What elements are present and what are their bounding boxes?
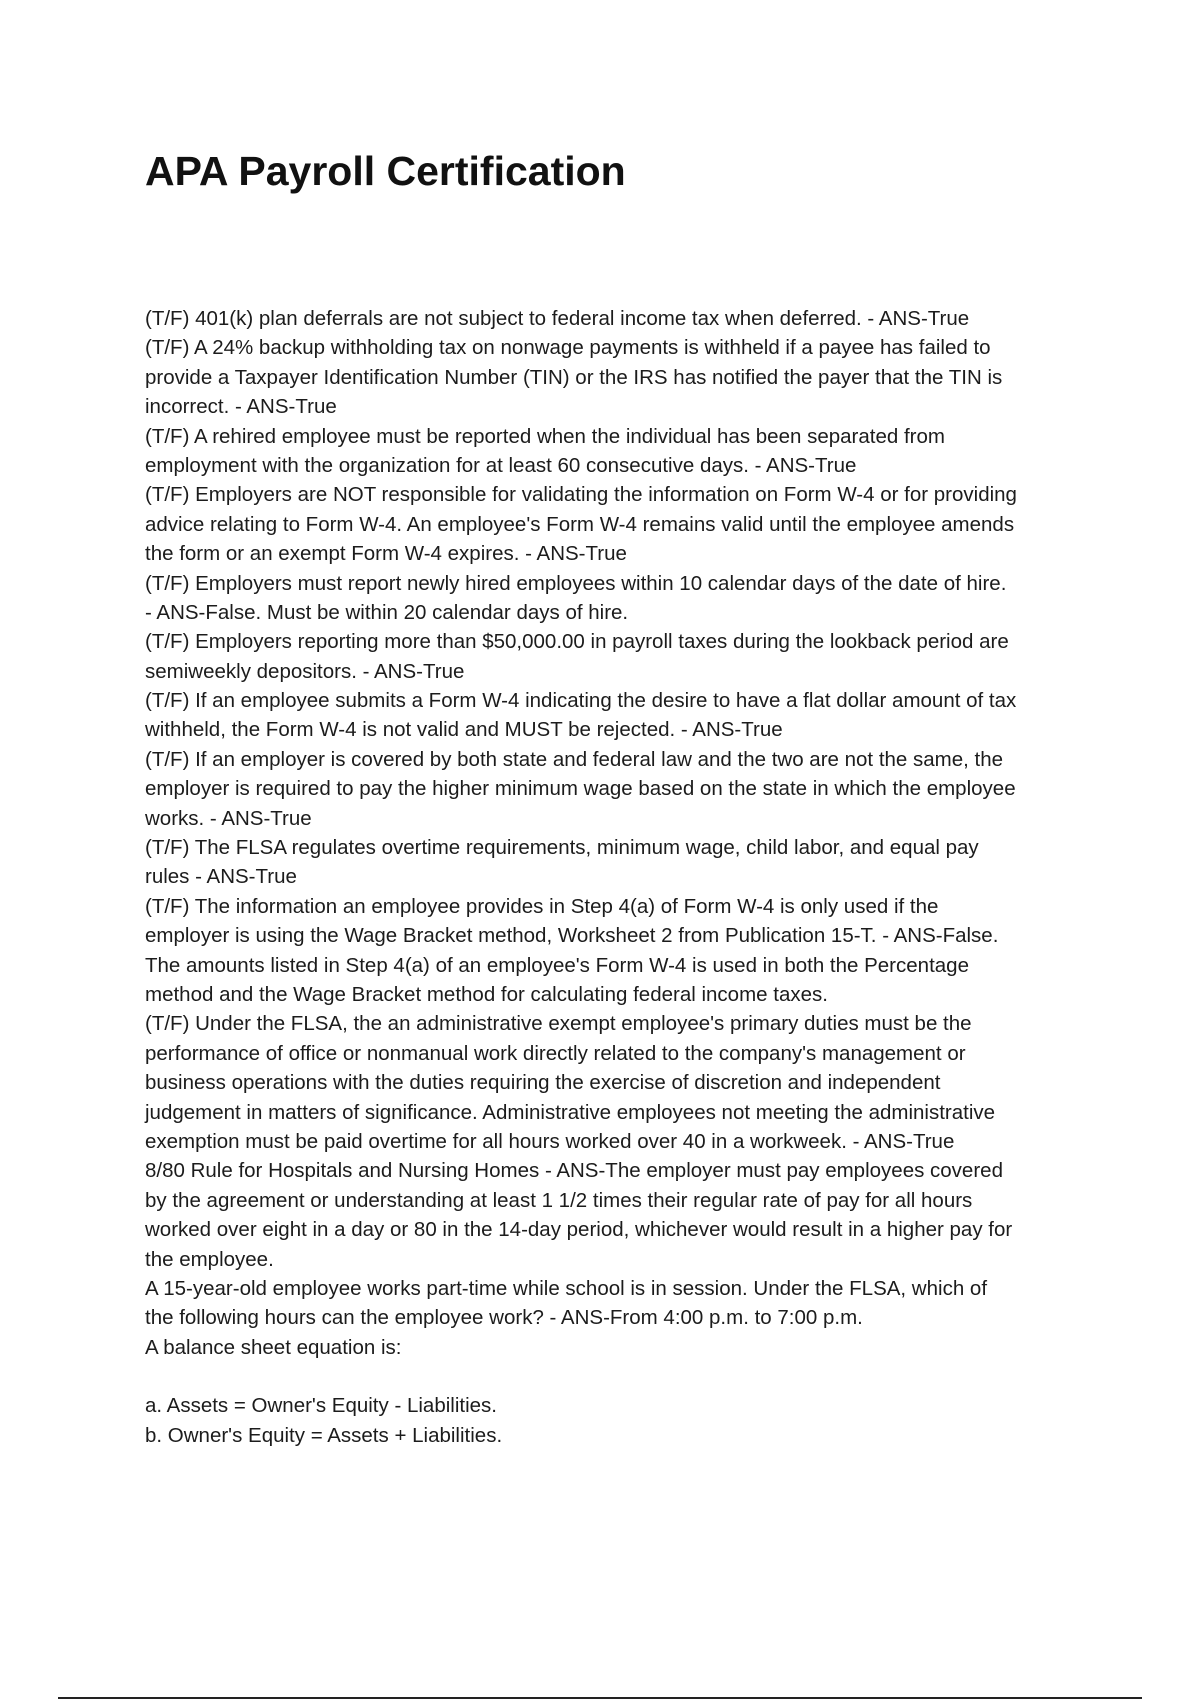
text-line: (T/F) Employers must report newly hired employees within 10 calendar days of the date of hire. [145,571,1007,595]
text-line: rules - ANS-True [145,865,297,889]
text-line: judgement in matters of significance. Administrative employees not meeting the administrative [145,1100,996,1124]
text-line: A 15-year-old employee works part-time while school is in session. Under the FLSA, which of [145,1276,988,1300]
text-line: works. - ANS-True [145,806,312,830]
answer-option-b: b. Owner's Equity = Assets + Liabilities. [145,1423,503,1447]
text-line: the employee. [145,1247,274,1271]
text-line: (T/F) 401(k) plan deferrals are not subject to federal income tax when deferred. - ANS-True [145,307,970,330]
text-line: (T/F) A 24% backup withholding tax on nonwage payments is withheld if a payee has failed to [145,336,991,360]
text-line: (T/F) If an employer is covered by both state and federal law and the two are not the same, the [145,747,1004,771]
text-line: A balance sheet equation is: [145,1335,402,1359]
text-line: (T/F) A rehired employee must be reported when the individual has been separated from [145,424,945,448]
text-line: performance of office or nonmanual work directly related to the company's management or [145,1041,966,1065]
text-line: The amounts listed in Step 4(a) of an employee's Form W-4 is used in both the Percentage [145,953,969,977]
text-line: incorrect. - ANS-True [145,395,337,419]
text-line: 8/80 Rule for Hospitals and Nursing Homes - ANS-The employer must pay employees covered [145,1159,1003,1183]
text-line: provide a Taxpayer Identification Number (TIN) or the IRS has notified the payer that the TIN is [145,365,1003,389]
text-line: (T/F) Under the FLSA, the an administrative exempt employee's primary duties must be the [145,1012,972,1036]
text-line: - ANS-False. Must be within 20 calendar days of hire. [145,600,629,624]
text-line: (T/F) The information an employee provides in Step 4(a) of Form W-4 is only used if the [145,894,939,918]
text-line: semiweekly depositors. - ANS-True [145,659,465,683]
text-line: advice relating to Form W-4. An employee's Form W-4 remains valid until the employee amends [145,512,1015,536]
text-line: employer is required to pay the higher minimum wage based on the state in which the employee [145,777,1016,801]
text-line: (T/F) Employers reporting more than $50,000.00 in payroll taxes during the lookback period are [145,630,1009,654]
text-line: by the agreement or understanding at least 1 1/2 times their regular rate of pay for all hours [145,1188,973,1212]
text-line: worked over eight in a day or 80 in the 14-day period, whichever would result in a higher pay for [145,1218,1013,1242]
text-line: method and the Wage Bracket method for calculating federal income taxes. [145,982,828,1006]
text-line: the form or an exempt Form W-4 expires. - ANS-True [145,542,627,566]
text-line: business operations with the duties requiring the exercise of discretion and independent [145,1071,941,1095]
text-line: (T/F) If an employee submits a Form W-4 indicating the desire to have a flat dollar amount of tax [145,689,1017,713]
text-line: employer is using the Wage Bracket method, Worksheet 2 from Publication 15-T. - ANS-False. [145,924,999,948]
document-body [145,304,1095,1450]
text-line: (T/F) Employers are NOT responsible for validating the information on Form W-4 or for providing [145,483,1017,507]
answer-option-a: a. Assets = Owner's Equity - Liabilities. [145,1394,497,1418]
text-line: the following hours can the employee work? - ANS-From 4:00 p.m. to 7:00 p.m. [145,1306,863,1330]
blank-line [145,1362,1095,1391]
footer-divider [58,1697,1142,1699]
text-line: employment with the organization for at least 60 consecutive days. - ANS-True [145,453,857,477]
text-line: (T/F) The FLSA regulates overtime requirements, minimum wage, child labor, and equal pay [145,836,979,860]
text-line: exemption must be paid overtime for all hours worked over 40 in a workweek. - ANS-True [145,1129,955,1153]
document-title: APA Payroll Certification [145,148,626,194]
text-line: withheld, the Form W-4 is not valid and MUST be rejected. - ANS-True [145,718,783,742]
